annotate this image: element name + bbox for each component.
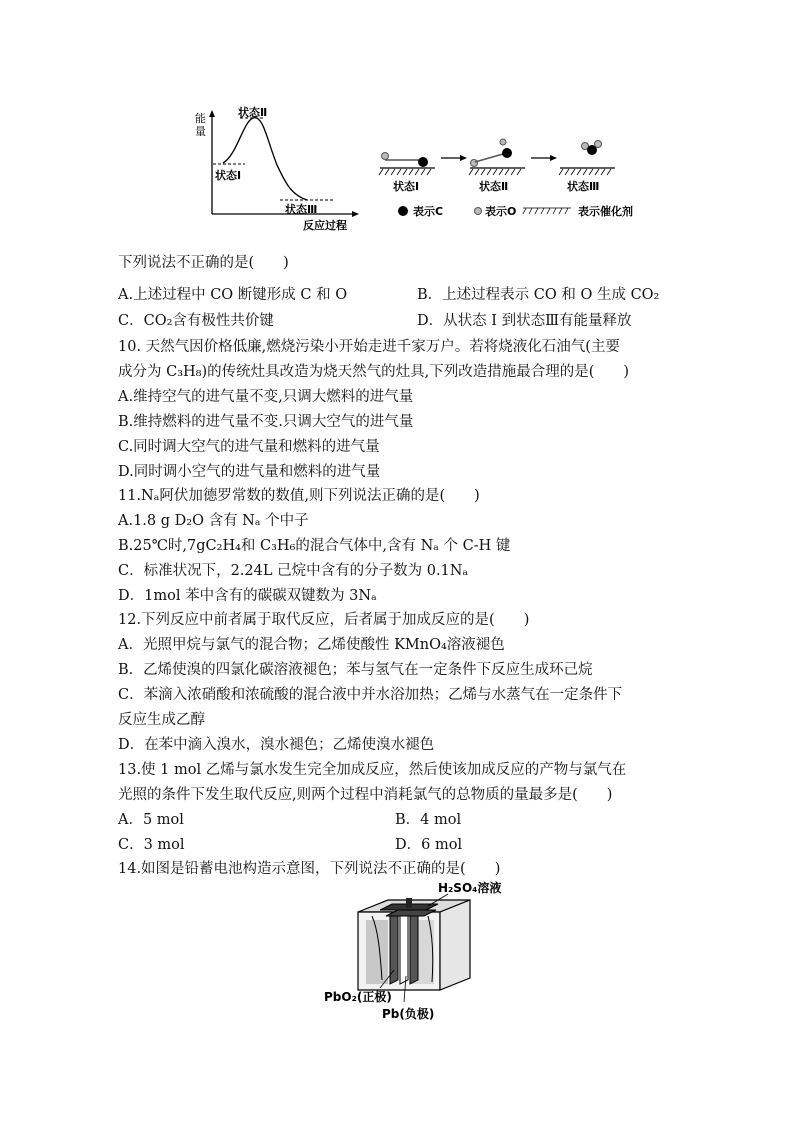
molecular-states-diagram	[375, 128, 685, 223]
q11-option-d: D．1mol 苯中含有的碳碳双键数为 3Nₐ	[118, 588, 377, 604]
q13-option-c: C．3 mol	[118, 837, 185, 853]
q12-stem: 12.下列反应中前者属于取代反应，后者属于加成反应的是( )	[118, 612, 530, 628]
state1-label: 状态Ⅰ	[215, 169, 242, 182]
q10-stem-line1: 10. 天然气因价格低廉,燃烧污染小开始走进千家万户。若将烧液化石油气(主要	[118, 339, 620, 355]
q14-stem: 14.如图是铅蓄电池构造示意图，下列说法不正确的是( )	[118, 861, 501, 877]
q13-stem-line2: 光照的条件下发生取代反应,则两个过程中消耗氯气的总物质的量最多是( )	[118, 787, 613, 803]
state3-caption: 状态Ⅲ	[567, 180, 600, 193]
q13-option-a: A．5 mol	[118, 812, 184, 828]
q9-option-b: B．上述过程表示 CO 和 O 生成 CO₂	[417, 287, 660, 303]
reaction-axis-label: 反应过程	[303, 219, 347, 232]
legend-c: 表示C	[413, 205, 444, 218]
energy-diagram	[185, 100, 385, 235]
q13-option-b: B．4 mol	[395, 812, 462, 828]
q9-option-d: D．从状态 Ⅰ 到状态Ⅲ有能量释放	[417, 313, 632, 329]
q12-option-a: A．光照甲烷与氯气的混合物；乙烯使酸性 KMnO₄溶液褪色	[118, 637, 505, 653]
state2-caption: 状态Ⅱ	[479, 180, 509, 193]
state1-caption: 状态Ⅰ	[393, 180, 420, 193]
state2-label: 状态Ⅱ	[238, 106, 268, 119]
q9-stem: 下列说法不正确的是( )	[118, 255, 289, 271]
legend-o: 表示O	[485, 205, 517, 218]
q9-option-a: A.上述过程中 CO 断键形成 C 和 O	[118, 287, 348, 303]
q10-option-a: A.维持空气的进气量不变,只调大燃料的进气量	[118, 389, 414, 405]
h2so4-label: H₂SO₄溶液	[438, 881, 502, 895]
pb-label: Pb(负极)	[382, 1007, 435, 1021]
q13-option-d: D．6 mol	[395, 837, 463, 853]
q10-option-d: D.同时调小空气的进气量和燃料的进气量	[118, 464, 381, 480]
state3-label: 状态Ⅲ	[285, 203, 318, 216]
q10-stem-line2: 成分为 C₃H₈)的传统灶具改造为烧天然气的灶具,下列改造措施最合理的是( )	[118, 364, 630, 380]
energy-axis-label: 能量	[195, 112, 206, 138]
q11-stem: 11.Nₐ阿伏加德罗常数的数值,则下列说法正确的是( )	[118, 488, 480, 504]
q9-option-c: C．CO₂含有极性共价键	[118, 313, 274, 329]
q13-stem-line1: 13.使 1 mol 乙烯与氯水发生完全加成反应，然后使该加成反应的产物与氯气在	[118, 762, 627, 778]
q11-option-c: C．标准状况下，2.24L 己烷中含有的分子数为 0.1Nₐ	[118, 563, 469, 579]
pbo2-label: PbO₂(正极)	[324, 990, 392, 1004]
lead-battery-diagram	[320, 880, 520, 1030]
q10-option-c: C.同时调大空气的进气量和燃料的进气量	[118, 439, 380, 455]
q12-option-c-line2: 反应生成乙醇	[118, 712, 205, 728]
q12-option-d: D．在苯中滴入溴水，溴水褪色；乙烯使溴水褪色	[118, 737, 435, 753]
q11-option-b: B.25℃时,7gC₂H₄和 C₃H₆的混合气体中,含有 Nₐ 个 C-H 键	[118, 538, 511, 554]
q12-option-b: B．乙烯使溴的四氯化碳溶液褪色；苯与氢气在一定条件下反应生成环己烷	[118, 662, 593, 678]
q11-option-a: A.1.8 g D₂O 含有 Nₐ 个中子	[118, 513, 309, 529]
q10-option-b: B.维持燃料的进气量不变.只调大空气的进气量	[118, 414, 414, 430]
q12-option-c-line1: C．苯滴入浓硝酸和浓硫酸的混合液中并水浴加热；乙烯与水蒸气在一定条件下	[118, 687, 623, 703]
legend-catalyst: 表示催化剂	[578, 205, 633, 218]
